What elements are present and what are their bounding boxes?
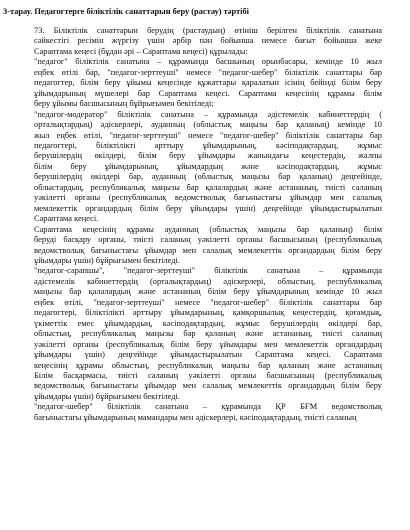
paragraph [34, 26, 382, 57]
text-line: "педагог" біліктілік санатына – құрамында басшының орынбасары, кемінде 10 жыл [34, 57, 382, 67]
text-line: уәкілетті органы (республикалық білім беру ұйымдары мен мемлекеттік органдардың [34, 339, 382, 349]
text-line: педагогтері, біліктілікті арттыру ұйымдарының, кәсіподақтардың, жұмыс [34, 140, 382, 150]
text-line: Сараптама кеңесінің құрамы ауданның (облыстық маңызы бар қаланың) білім [34, 224, 382, 234]
text-line: беруді басқару органы, тиісті саланың уәкілетті органы басшысының (республикалық [34, 235, 382, 245]
text-line: ведомстволық бағыныстағы ұйымдар мен салалық мемлекеттік органдардың білім беру [34, 245, 382, 255]
text-line: жыл еңбек өтілі, "педагог-зерттеуші" немесе "педагог-шебер" біліктілік санаттары бар [34, 130, 382, 140]
text-line: еңбек өтілі, "педагог-зерттеуші" немесе "педагог-шебер" біліктілік санаттары бар [34, 297, 382, 307]
text-line: сәйкестігі ресімін жүргізу үшін әрбір пән бойынша немесе бағыт бойынша жеке [34, 36, 382, 46]
text-line: облыстардың, республикалық маңызы бар қалалардың және астананың, тиісті саланың [34, 182, 382, 192]
text-line: ұйымдары үшін) бұйрығымен бекітіледі. [34, 255, 180, 265]
text-line: Сараптама кеңесі. [34, 214, 99, 224]
paragraph [34, 402, 382, 423]
paragraph [34, 110, 382, 225]
text-line: білім беру ұйымдарының, ұйымдардың және кәсіподақтардың, жұмыс [34, 161, 382, 171]
text-line: беру ұйымы басшысының бұйрығымен бекітіледі; [34, 99, 214, 109]
text-line: әдістемелік кабинеттердің (орталықтардың) әдіскерлері, облыстың, республикалық [34, 276, 382, 286]
text-line: "педагог-сарапшы", "педагог-зерттеуші" біліктілік санатына – құрамында [34, 266, 382, 276]
text-line: педагогтер, білім беру ұйымы кеңесінде құжаттары қаралатын ісінің бейінді білім беру [34, 78, 382, 88]
text-line: ведомстволық бағыныстағы ұйымдар мен салалық мемлекеттік органдардың білім беру [34, 381, 382, 391]
text-line: 73. Біліктілік санаттарын берудің (растаудың) өтініш берілген біліктілік санатына [34, 26, 382, 35]
chapter-heading: 3-тарау. Педагогтерге біліктілік санаттарын беру (растау) тәртібі [3, 7, 249, 16]
text-line: берушілердің өкілдері, білім беру ұйымдары жанындағы кеңестердің, жалпы [34, 151, 382, 161]
text-line: мемлекеттік органдардың білім беру ұйымдары үшін) деңгейінде ұйымдастырылатын [34, 203, 382, 213]
text-line: педагогтері, біліктілікті арттыру ұйымдарының, қамқоршылық кеңестердің, қоғамдық, [34, 308, 382, 318]
paragraph [34, 57, 382, 109]
document-body [34, 26, 382, 423]
text-line: ұйымдарының мүшелері бар Сараптама кеңесі. Сараптама кеңесінің құрамы білім [34, 88, 382, 98]
text-line: берушілердің өкілдері бар, ауданның (облыстық маңызы бар қаланың) деңгейінде, [34, 172, 382, 182]
text-line: ұйымдары үшін) бұйрығымен бекітіледі. [34, 391, 180, 401]
text-line: үкіметтік емес ұйымдардың, кәсіподақтардың, жұмыс берушілердің өкілдері бар, [34, 318, 382, 328]
text-line: кеңесінің құрамы облыстың, республикалық маңызы бар қаланың және астананың [34, 360, 382, 370]
text-line: "педагог-шебер" біліктілік санатына – құрамында ҚР БҒМ ведомстволық [34, 402, 382, 412]
text-line: Сараптама кеңесі (бұдан әрі – Сараптама кеңесі) құрылады: [34, 46, 248, 56]
text-line: облыстың, республикалық маңызы бар қаланың және астананың, тиісті саланың [34, 329, 382, 339]
paragraph [34, 225, 382, 267]
text-line: "педагог-модератор" біліктілік санатына – құрамында әдістемелік кабинеттердің ( [34, 109, 382, 119]
text-line: маңызы бар қалалардың және астананың білім беру ұйымдарының кемінде 10 жыл [34, 287, 382, 297]
text-line: бағыныстағы ұйымдарының мамандары мен әдіскерлері, кәсіподақтардың, тиісті саланың [34, 412, 357, 422]
paragraph [34, 266, 382, 402]
text-line: орталықтардың) әдіскерлері, ауданның (облыстық маңызы бар қаланың) кемінде 10 [34, 120, 382, 130]
text-line: Білім басқармасы, тиісті саланың уәкілетті органы басшысының (республикалық [34, 370, 382, 380]
text-line: уәкілетті органы (республикалық ведомстволық бағыныстағы ұйымдар мен салалық [34, 193, 382, 203]
text-line: ұйымдары үшін) деңгейінде ұйымдастырылатын Сараптама кеңесі. Сараптама [34, 350, 382, 360]
text-line: еңбек өтілі бар, "педагог-зерттеуші" немесе "педагог-шебер" біліктілік санаттары бар [34, 67, 382, 77]
